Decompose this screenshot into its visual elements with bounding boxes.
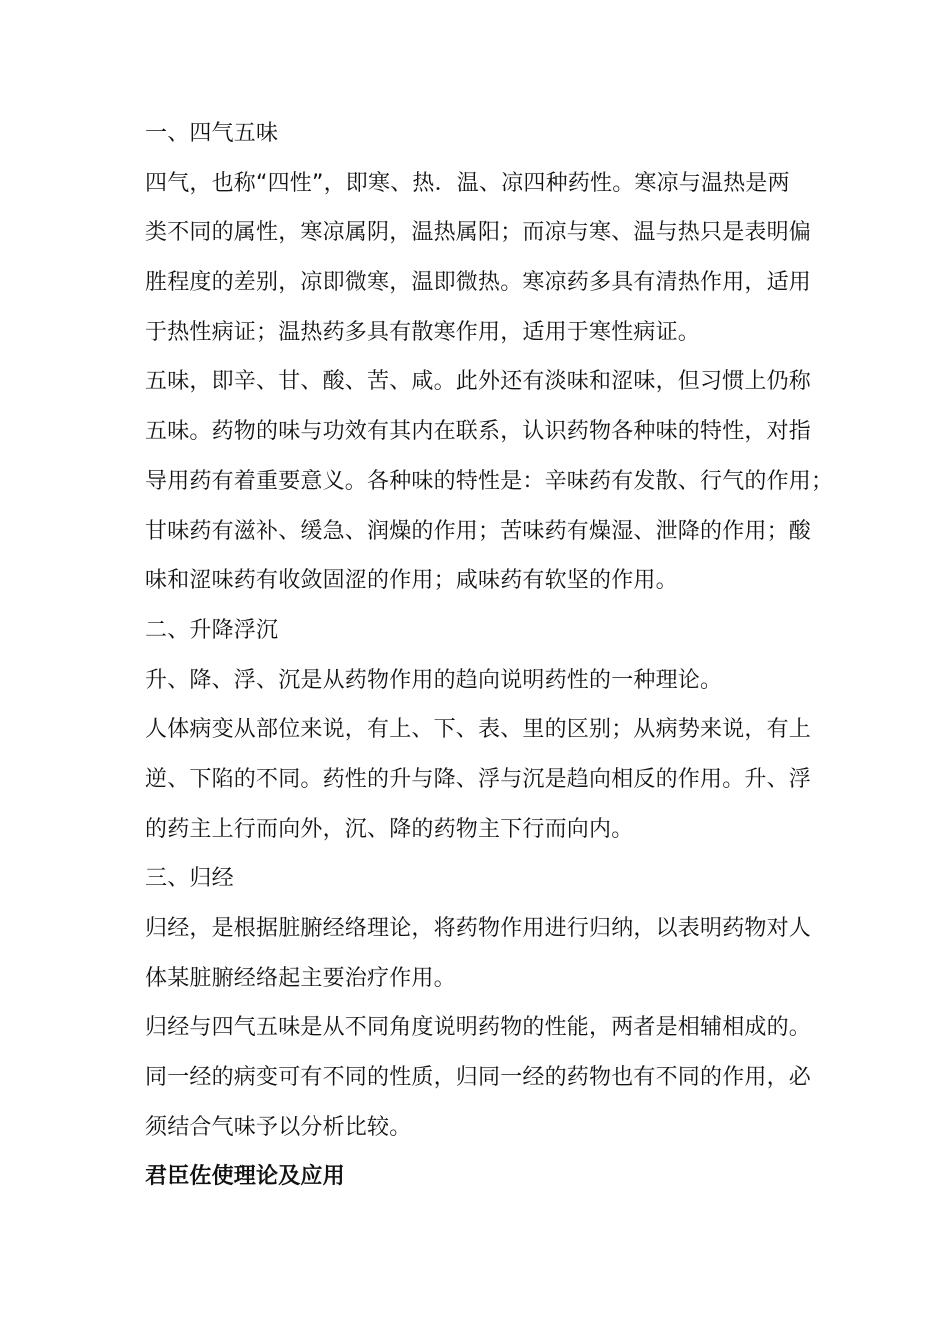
- paragraph-line: 于热性病证；温热药多具有散寒作用，适用于寒性病证。: [145, 319, 701, 345]
- paragraph-line: 体某脏腑经络起主要治疗作用。: [145, 965, 456, 991]
- paragraph-line: 四气，也称“四性”，即寒、热．温、凉四种药性。寒凉与温热是两: [145, 170, 790, 196]
- paragraph-line: 归经与四气五味是从不同角度说明药物的性能，两者是相辅相成的。: [145, 1015, 812, 1041]
- paragraph-line: 味和涩味药有收敛固涩的作用；咸味药有软坚的作用。: [145, 568, 678, 594]
- paragraph-line: 须结合气味予以分析比较。: [145, 1114, 412, 1140]
- paragraph-line: 同一经的病变可有不同的性质，归同一经的药物也有不同的作用，必: [145, 1065, 812, 1091]
- section-heading-ascending-descending: 二、升降浮沉: [145, 617, 279, 643]
- paragraph-line: 甘味药有滋补、缓急、润燥的作用；苦味药有燥湿、泄降的作用；酸: [145, 518, 812, 544]
- section-heading-monarch-minister-theory: 君臣佐使理论及应用: [145, 1164, 345, 1190]
- paragraph-line: 胜程度的差别，凉即微寒，温即微热。寒凉药多具有清热作用，适用: [145, 270, 812, 296]
- paragraph-line: 五味。药物的味与功效有其内在联系，认识药物各种味的特性，对指: [145, 419, 812, 445]
- document-body: [145, 109, 834, 1202]
- paragraph-line: 导用药有着重要意义。各种味的特性是：辛味药有发散、行气的作用；: [145, 468, 834, 494]
- paragraph-line: 五味，即辛、甘、酸、苦、咸。此外还有淡味和涩味，但习惯上仍称: [145, 369, 812, 395]
- paragraph-line: 类不同的属性，寒凉属阴，温热属阳；而凉与寒、温与热只是表明偏: [145, 220, 812, 246]
- paragraph-line: 归经，是根据脏腑经络理论，将药物作用进行归纳，以表明药物对人: [145, 916, 812, 941]
- paragraph-line: 逆、下陷的不同。药性的升与降、浮与沉是趋向相反的作用。升、浮: [145, 766, 812, 792]
- section-heading-four-qi-five-flavors: 一、四气五味: [145, 121, 279, 146]
- section-heading-meridian-tropism: 三、归经: [145, 866, 234, 892]
- paragraph-line: 的药主上行而向外，沉、降的药物主下行而向内。: [145, 816, 634, 842]
- paragraph-line: 人体病变从部位来说，有上、下、表、里的区别；从病势来说，有上: [145, 717, 812, 743]
- paragraph-line: 升、降、浮、沉是从药物作用的趋向说明药性的一种理论。: [145, 667, 723, 693]
